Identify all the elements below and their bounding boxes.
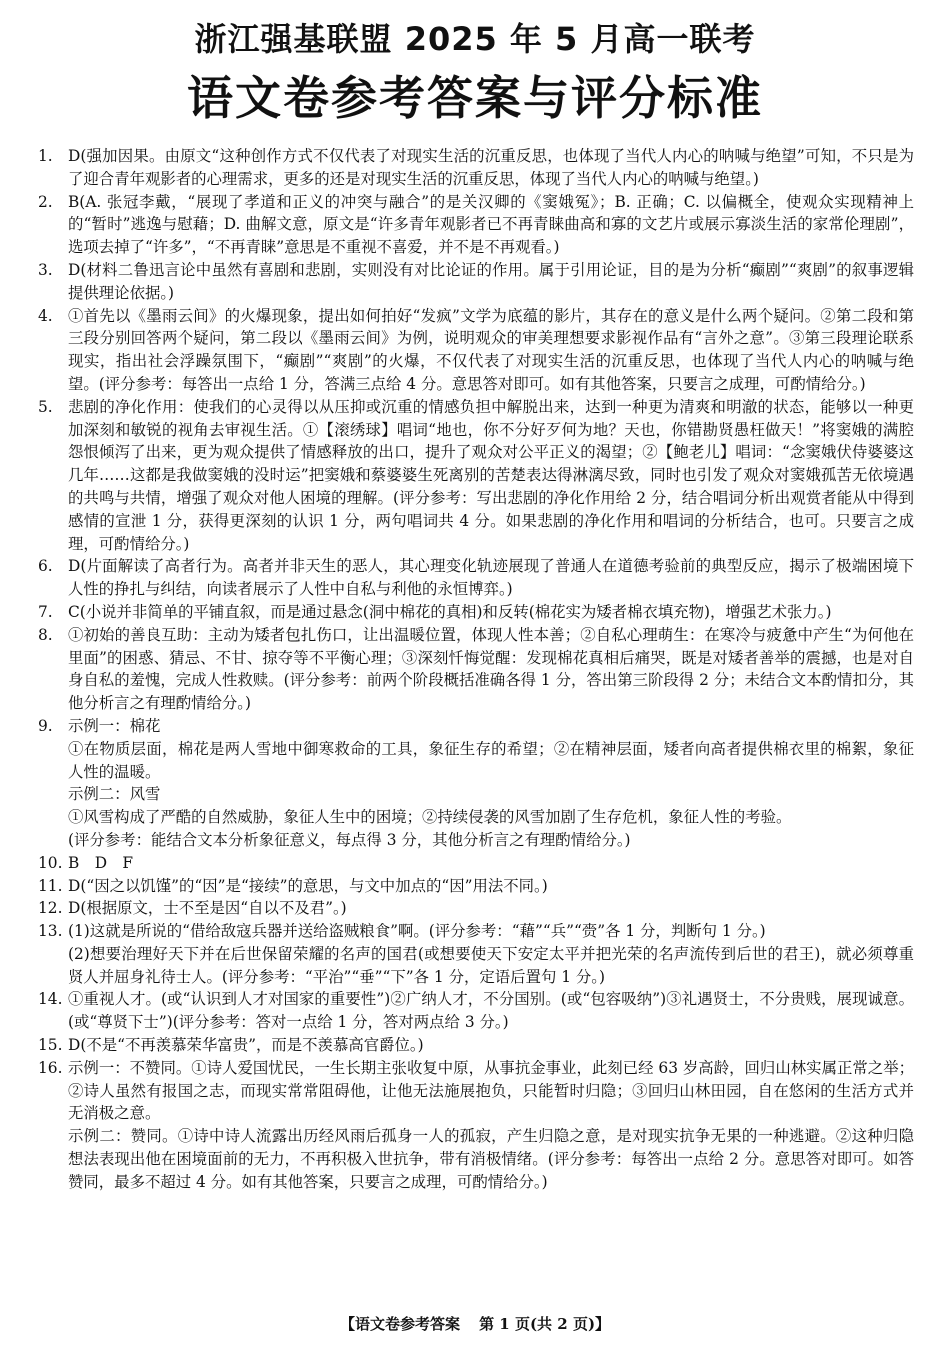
answer-item bbox=[38, 897, 914, 920]
answer-number: 5. bbox=[38, 397, 53, 416]
answer-item bbox=[38, 1034, 914, 1057]
answer-text: ①重视人才。(或“认识到人才对国家的重要性”)②广纳人才，不分国别。(或“包容吸纳”)③礼遇贤士，不分贵贱，展现诚意。(或“尊贤下士”)(评分参考：答对一点给 1 分，答对两点给 3 分。) bbox=[68, 990, 914, 1032]
answer-text: D(“因之以饥馑”的“因”是“接续”的意思，与文中加点的“因”用法不同。) bbox=[68, 876, 548, 895]
answer-text: C(小说并非简单的平铺直叙，而是通过悬念(洞中棉花的真相)和反转(棉花实为矮者棉衣填充物)，增强艺术张力。) bbox=[68, 602, 832, 621]
answer-text: ①初始的善良互助：主动为矮者包扎伤口，让出温暖位置，体现人性本善；②自私心理萌生：在寒冷与疲惫中产生“为何他在里面”的困惑、猜忌、不甘、掠夺等不平衡心理；③深刻忏悔觉醒：发现棉花真相后痛哭，既是对矮者善举的震撼，也是对自身自私的羞愧，完成人性救赎。(评分参考：前两个阶段概括准确各得 1 分，答出第三阶段得 2 分；未结合文本酌情扣分，其他分析言之有理酌情给分。) bbox=[68, 625, 914, 713]
answer-text: D(强加因果。由原文“这种创作方式不仅代表了对现实生活的沉重反思，也体现了当代人内心的呐喊与绝望”可知，不只是为了迎合青年观影者的心理需求，更多的还是对现实生活的沉重反思，体现了当代人内心的呐喊与绝望。) bbox=[68, 147, 914, 188]
answer-number: 11. bbox=[38, 876, 63, 895]
answer-number: 12. bbox=[38, 899, 63, 918]
answer-text: ①风雪构成了严酷的自然威胁，象征人生中的困境；②持续侵袭的风雪加剧了生存危机，象征人性的考验。 bbox=[68, 808, 792, 827]
answer-text: 示例一：棉花 bbox=[68, 716, 161, 735]
answer-list bbox=[38, 145, 914, 1194]
answer-item bbox=[38, 601, 914, 624]
page-footer bbox=[0, 1313, 950, 1334]
answer-number: 4. bbox=[38, 306, 53, 325]
answer-text: 悲剧的净化作用：使我们的心灵得以从压抑或沉重的情感负担中解脱出来，达到一种更为清爽和明澈的状态，能够以一种更加深刻和敏锐的视角去审视生活。①【滚绣球】唱词“地也，你不分好歹何为地？天也，你错勘贤愚枉做天！”将窦娥的满腔怨恨倾泻了出来，更为观众提供了情感释放的出口，提升了观众对公平正义的渴望；②【鲍老儿】唱词：“念窦娥伏侍婆婆这几年……这都是我做窦娥的没时运”把窦娥和蔡婆婆生死离别的苦楚表达得淋漓尽致，同时也引发了观众对窦娥孤苦无依境遇的共鸣与共情，增强了观众对他人困境的理解。(评分参考：写出悲剧的净化作用给 2 分，结合唱词分析出观赏者能从中得到感情的宣泄 1 分，获得更深刻的认识 1 分，两句唱词共 4 分。如果悲剧的净化作用和唱词的分析结合，也可。只要言之成理，可酌情给分。) bbox=[68, 397, 914, 553]
answer-number: 9. bbox=[38, 716, 53, 735]
answer-text: (1)这就是所说的“借给敌寇兵器并送给盗贼粮食”啊。(评分参考：“藉”“兵”“赍”各 1 分，判断句 1 分。) bbox=[68, 922, 766, 941]
answer-number: 14. bbox=[38, 990, 63, 1009]
answer-text: ①首先以《墨雨云间》的火爆现象，提出如何拍好“发疯”文学为底蕴的影片，其存在的意义是什么两个疑问。②第二段和第三段分别回答两个疑问，第二段以《墨雨云间》为例，说明观众的审美理想要求影视作品有“言外之意”。③第三段理论联系现实，指出社会浮躁氛围下，“癫剧”“爽剧”的火爆，不仅代表了对现实生活的沉重反思，也体现了当代人内心的呐喊与绝望。(评分参考：每答出一点给 1 分，答满三点给 4 分。意思答对即可。如有其他答案，只要言之成理，可酌情给分。) bbox=[68, 306, 914, 393]
answer-text: D(根据原文，士不至是因“自以不及君”。) bbox=[68, 899, 347, 918]
answer-item bbox=[38, 988, 914, 1034]
answer-text: 示例二：赞同。①诗中诗人流露出历经风雨后孤身一人的孤寂，产生归隐之意，是对现实抗争无果的一种逃避。②这种归隐想法表现出他在困境面前的无力，不再积极入世抗争，带有消极情绪。(评分参考：每答出一点给 2 分。意思答对即可。如答赞同，最多不超过 4 分。如有其他答案，只要言之成理，可酌情给分。) bbox=[68, 1127, 914, 1191]
answer-item bbox=[38, 145, 914, 191]
answer-text: (2)想要治理好天下并在后世保留荣耀的名声的国君(或想要使天下安定太平并把光荣的名声流传到后世的君王)，就必须尊重贤人并屈身礼待士人。(评分参考：“平治”“垂”“下”各 1 分，定语后置句 1 分。) bbox=[68, 944, 914, 986]
exam-title: 浙江强基联盟 2025 年 5 月高一联考 bbox=[194, 20, 756, 58]
answer-item bbox=[38, 191, 914, 259]
answer-text: D(片面解读了高者行为。高者并非天生的恶人，其心理变化轨迹展现了普通人在道德考验前的典型反应，揭示了极端困境下人性的挣扎与纠结，向读者展示了人性中自私与利他的永恒博弈。) bbox=[68, 557, 914, 599]
answer-number: 6. bbox=[38, 557, 53, 576]
answer-item bbox=[38, 555, 914, 601]
answer-number: 16. bbox=[38, 1058, 63, 1077]
answer-key-title: 语文卷参考答案与评分标准 bbox=[187, 71, 763, 125]
answer-text: 示例二：风雪 bbox=[68, 785, 161, 804]
answer-number: 10. bbox=[38, 853, 63, 872]
answer-text: D(不是“不再羡慕荣华富贵”，而是不羡慕高官爵位。) bbox=[68, 1036, 424, 1055]
footer-page-number: 第 1 页(共 2 页)】 bbox=[479, 1315, 611, 1333]
answer-item bbox=[38, 259, 914, 305]
answer-text: B D F bbox=[68, 853, 134, 872]
answer-number: 7. bbox=[38, 602, 53, 621]
answer-number: 1. bbox=[38, 147, 53, 165]
answer-text: (评分参考：能结合文本分析象征意义，每点得 3 分，其他分析言之有理酌情给分。) bbox=[68, 830, 631, 849]
answer-number: 8. bbox=[38, 625, 53, 644]
answer-number: 13. bbox=[38, 922, 63, 941]
answer-number: 3. bbox=[38, 260, 53, 279]
footer-label: 【语文卷参考答案 bbox=[339, 1315, 460, 1333]
answer-number: 2. bbox=[38, 192, 53, 211]
answer-item bbox=[38, 715, 914, 852]
answer-text: 示例一：不赞同。①诗人爱国忧民，一生长期主张收复中原，从事抗金事业，此刻已经 63 岁高龄，回归山林实属正常之举；②诗人虽然有报国之志，而现实常常阻碍他，让他无法施展抱负，只能暂时归隐；③回归山林田园，自在悠闲的生活方式并无消极之意。 bbox=[68, 1058, 914, 1123]
answer-item bbox=[38, 852, 914, 875]
answer-item bbox=[38, 875, 914, 898]
answer-item bbox=[38, 396, 914, 556]
answer-text: B(A. 张冠李戴，“展现了孝道和正义的冲突与融合”的是关汉卿的《窦娥冤》；B. 正确；C. 以偏概全，使观众实现精神上的“暂时”逃逸与慰藉；D. 曲解文意，原文是“许多青年观影者已不再青睐曲高和寡的文艺片或展示寡淡生活的家常伦理剧”，选项去掉了“许多”，“不再青睐”意思是不重视不喜爱，并不是不再观看。) bbox=[68, 192, 914, 257]
answer-item bbox=[38, 1057, 914, 1194]
answer-item bbox=[38, 305, 914, 396]
answer-number: 15. bbox=[38, 1036, 63, 1055]
answer-text: ①在物质层面，棉花是两人雪地中御寒救命的工具，象征生存的希望；②在精神层面，矮者向高者提供棉衣里的棉絮，象征人性的温暖。 bbox=[68, 739, 914, 781]
answer-text: D(材料二鲁迅言论中虽然有喜剧和悲剧，实则没有对比论证的作用。属于引用论证，目的是为分析“癫剧”“爽剧”的叙事逻辑提供理论依据。) bbox=[68, 260, 914, 302]
answer-item bbox=[38, 624, 914, 715]
answer-item bbox=[38, 920, 914, 988]
